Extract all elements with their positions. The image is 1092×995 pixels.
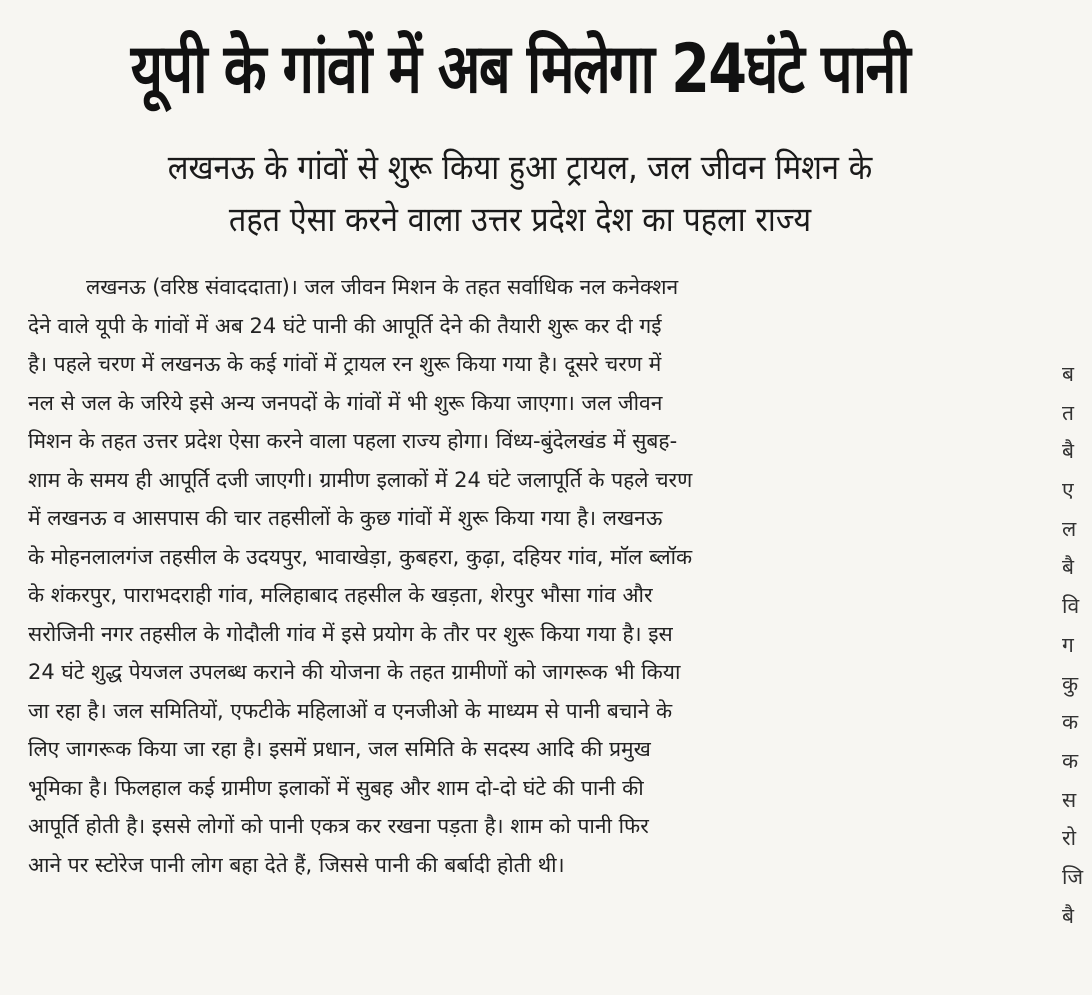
body-line: जा रहा है। जल समितियों, एफटीके महिलाओं व एनजीओ के माध्यम से पानी बचाने के: [28, 698, 673, 723]
body-line: नल से जल के जरिये इसे अन्य जनपदों के गांवों में भी शुरू किया जाएगा। जल जीवन: [28, 390, 663, 415]
body-line: के मोहनलालगंज तहसील के उदयपुर, भावाखेड़ा, कुबहरा, कुढ़ा, दहियर गांव, मॉल ब्लॉक: [28, 544, 693, 569]
adjacent-column-glyph: त: [1062, 400, 1074, 425]
body-line: में लखनऊ व आसपास की चार तहसीलों के कुछ गांवों में शुरू किया गया है। लखनऊ: [28, 506, 663, 530]
body-line: शाम के समय ही आपूर्ति दजी जाएगी। ग्रामीण इलाकों में 24 घंटे जलापूर्ति के पहले चरण: [28, 467, 693, 492]
adjacent-column-glyph: क: [1062, 710, 1079, 735]
body-line: भूमिका है। फिलहाल कई ग्रामीण इलाकों में सुबह और शाम दो-दो घंटे की पानी की: [28, 775, 644, 800]
body-line: आने पर स्टोरेज पानी लोग बहा देते हैं, जिससे पानी की बर्बादी होती थी।: [28, 852, 565, 877]
adjacent-column-glyph: ल: [1062, 516, 1077, 541]
body-line: सरोजिनी नगर तहसील के गोदौली गांव में इसे प्रयोग के तौर पर शुरू किया गया है। इस: [28, 621, 673, 646]
subheadline-line: तहत ऐसा करने वाला उत्तर प्रदेश देश का पहला राज्य: [228, 200, 812, 240]
adjacent-column-glyph: रो: [1062, 826, 1077, 851]
adjacent-column-glyph: ए: [1062, 478, 1074, 503]
adjacent-column-fragment: [1062, 355, 1092, 995]
body-line: आपूर्ति होती है। इससे लोगों को पानी एकत्र कर रखना पड़ता है। शाम को पानी फिर: [28, 814, 649, 838]
body-line: लिए जागरूक किया जा रहा है। इसमें प्रधान, जल समिति के सदस्य आदि की प्रमुख: [28, 737, 651, 761]
adjacent-column-glyph: स: [1062, 787, 1077, 812]
subheadline: [20, 142, 1020, 246]
adjacent-column-glyph: ग: [1062, 632, 1074, 657]
adjacent-column-glyph: कु: [1062, 671, 1079, 696]
adjacent-column-glyph: जि: [1062, 864, 1084, 889]
adjacent-column-glyph: क: [1062, 748, 1079, 773]
adjacent-column-glyph: वि: [1062, 594, 1080, 619]
body-line: मिशन के तहत उत्तर प्रदेश ऐसा करने वाला पहला राज्य होगा। विंध्य-बुंदेलखंड में सुबह-: [28, 429, 678, 453]
adjacent-column-glyph: ब: [1062, 362, 1074, 386]
adjacent-column-glyph: बै: [1062, 555, 1074, 580]
subheadline-line: लखनऊ के गांवों से शुरू किया हुआ ट्रायल, जल जीवन मिशन के: [167, 148, 873, 188]
adjacent-column-glyph: बै: [1062, 439, 1074, 464]
headline: यूपी के गांवों में अब मिलेगा 24घंटे पानी: [130, 30, 910, 109]
adjacent-column-glyph: बै: [1062, 903, 1074, 928]
body-line: के शंकरपुर, पाराभदराही गांव, मलिहाबाद तहसील के खड़ता, शेरपुर भौसा गांव और: [28, 583, 653, 607]
body-line: 24 घंटे शुद्ध पेयजल उपलब्ध कराने की योजना के तहत ग्रामीणों को जागरूक भी किया: [28, 660, 681, 684]
body-line: है। पहले चरण में लखनऊ के कई गांवों में ट्रायल रन शुरू किया गया है। दूसरे चरण में: [28, 352, 662, 376]
body-line: लखनऊ (वरिष्ठ संवाददाता)। जल जीवन मिशन के तहत सर्वाधिक नल कनेक्शन: [86, 275, 679, 299]
body-line: देने वाले यूपी के गांवों में अब 24 घंटे पानी की आपूर्ति देने की तैयारी शुरू कर दी गई: [28, 313, 662, 338]
article-body: [28, 268, 1013, 884]
